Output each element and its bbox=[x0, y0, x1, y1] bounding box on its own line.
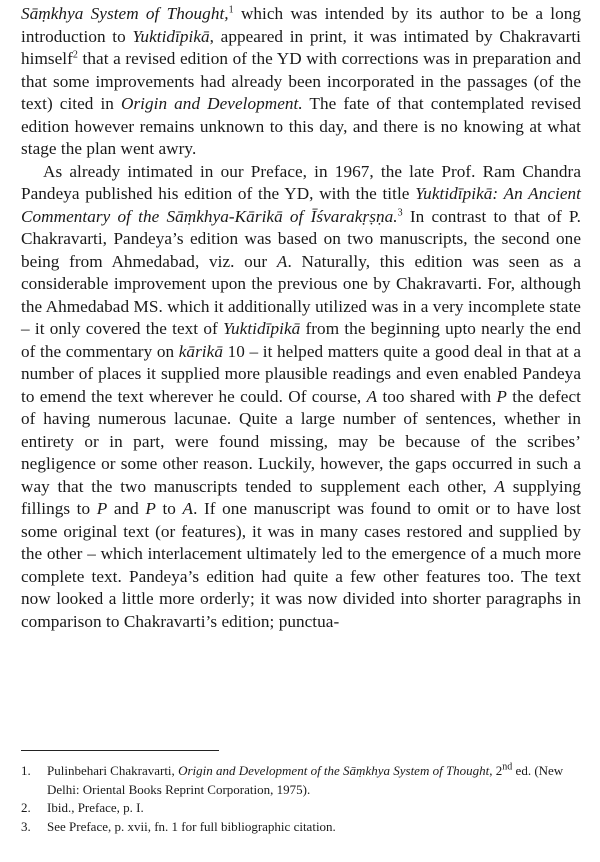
italic-text: A bbox=[366, 386, 378, 406]
superscript: 1 bbox=[228, 4, 234, 16]
body-text bbox=[21, 3, 581, 633]
italic-text: P bbox=[145, 499, 156, 518]
italic-text: Origin and Development. bbox=[120, 94, 303, 113]
text-run: . If one manuscript was found to omit or to have lost some original text (or features), it was in many cases restored and supplied by the other – which interlacement ultimately led to the emergence of a much more complete text. Pandeya’s edition had quite a few other features too. The text now looked a little more orderly; it was now divided into shorter paragraphs in comparison to Chakravarti’s edition; punctua- bbox=[21, 499, 581, 631]
text-run: The fate of that contemplated revised edition however remains unknown to this day, and there is no knowing at what stage the plan went awry. bbox=[21, 94, 581, 158]
footnote-text bbox=[47, 799, 581, 818]
text-run: , appeared in print, it was intimated by Chakravarti himself bbox=[21, 26, 581, 68]
text-run: and bbox=[107, 499, 146, 518]
text-run: See Preface, p. xvii, fn. 1 for full bibliographic citation. bbox=[47, 818, 336, 834]
text-run: supplying fillings to bbox=[21, 476, 581, 518]
italic-text: Sāṃkhya System of Thought, bbox=[21, 4, 229, 23]
italic-text: A bbox=[494, 476, 505, 496]
text-run: Pulinbehari Chakravarti, bbox=[47, 763, 179, 778]
superscript: 3 bbox=[397, 206, 403, 218]
italic-text: Yuktidīpikā bbox=[223, 319, 301, 338]
footnote bbox=[21, 799, 581, 818]
superscript: 2 bbox=[72, 49, 78, 61]
italic-text: A bbox=[276, 251, 288, 271]
italic-text: P bbox=[496, 386, 507, 406]
italic-text: Yuktidīpikā: An Ancient Commentary of the Sāṃkhya-Kārikā of Īśvarakṛṣṇa. bbox=[21, 184, 581, 226]
text-run: Ibid., Preface, p. I. bbox=[47, 800, 144, 816]
paragraph-1 bbox=[21, 3, 581, 161]
italic-text: P bbox=[96, 499, 108, 518]
footnote-text bbox=[47, 818, 581, 837]
italic-text: kārikā bbox=[178, 341, 223, 361]
text-run: In contrast to that of P. Chakravarti, Pandeya’s edition was based on two manuscripts, the second one being from Ahmedabad, viz. our bbox=[21, 206, 581, 271]
text-run: . Naturally, this edition was seen as a considerable improvement upon the previous one by Chakravarti. For, although the Ahmedabad MS. which it additionally utilized was in a very incomplete state – it only covered the text of bbox=[21, 251, 581, 338]
text-run: 10 – it helped matters quite a good deal in that at a number of places it supplied more plausible readings and even enabled Pandeya to emend the text wherever he could. Of course, bbox=[21, 341, 581, 406]
footnote-divider bbox=[21, 750, 219, 751]
italic-text: Origin and Development of the Sāṃkhya System of Thought bbox=[178, 763, 490, 778]
text-run: As already intimated in our Preface, in 1967, the late Prof. Ram Chandra Pandeya published his edition of the YD, with the title bbox=[21, 161, 581, 203]
footnote-number: 3. bbox=[21, 818, 31, 834]
text-run: that a revised edition of the YD with corrections was in preparation and that some improvements had already been incorporated in the passages (of the text) cited in bbox=[21, 49, 581, 113]
italic-text: Yuktidīpikā bbox=[132, 26, 210, 46]
footnote-text bbox=[47, 762, 581, 799]
footnote bbox=[21, 762, 581, 799]
footnotes bbox=[21, 762, 581, 836]
footnote-number: 2. bbox=[21, 800, 31, 816]
italic-text: A bbox=[182, 499, 194, 518]
text-run: from the beginning upto nearly the end of the commentary on bbox=[21, 319, 581, 361]
footnote bbox=[21, 818, 581, 837]
paragraph-2 bbox=[21, 161, 581, 634]
superscript: nd bbox=[502, 761, 513, 773]
text-run: , 2 bbox=[489, 763, 503, 778]
text-run: the defect of having numerous lacunae. Quite a large number of sentences, whether in entirety or in part, were found missing, may be because of the scribes’ negligence or some other reason. Luckily, however, the gaps occurred in such a way that the two manuscripts tended to supplement each other, bbox=[21, 386, 581, 496]
text-run: which was intended by its author to be a long introduction to bbox=[21, 4, 582, 46]
text-run: ed. (New Delhi: Oriental Books Reprint Corporation, 1975). bbox=[47, 763, 564, 797]
text-run: to bbox=[155, 499, 183, 518]
text-run: too shared with bbox=[377, 386, 497, 406]
footnote-number: 1. bbox=[21, 763, 31, 778]
